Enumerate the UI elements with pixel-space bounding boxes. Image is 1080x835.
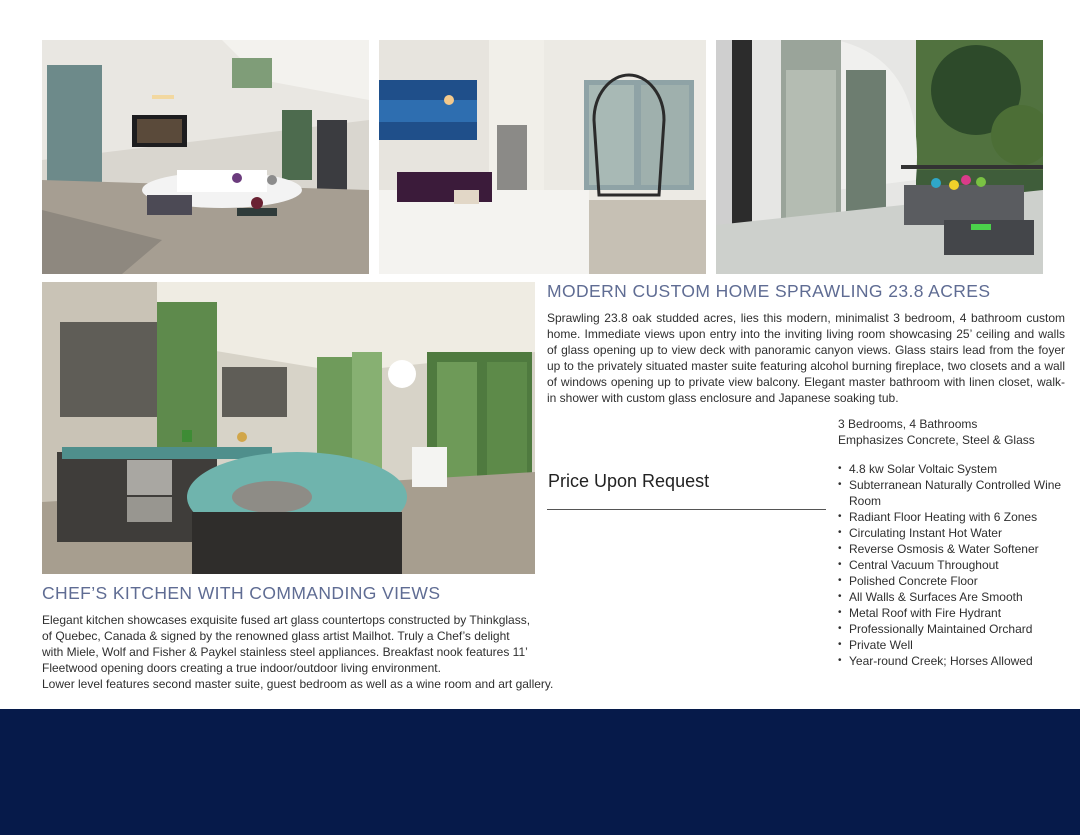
specs-block xyxy=(838,416,1035,448)
kitchen-description xyxy=(42,612,560,692)
feature-item: • Polished Concrete Floor xyxy=(838,573,1073,589)
feature-item: • Subterranean Naturally Controlled Wine Room xyxy=(838,477,1073,509)
feature-item: • 4.8 kw Solar Voltaic System xyxy=(838,461,1073,477)
kitchen-line: with Miele, Wolf and Fisher & Paykel stainless steel appliances. Breakfast nook features 11’ xyxy=(42,645,528,659)
feature-item: • Year-round Creek; Horses Allowed xyxy=(838,653,1073,669)
kitchen-line: Lower level features second master suite, guest bedroom as well as a wine room and art gallery. xyxy=(42,677,554,691)
price-label: Price Upon Request xyxy=(548,471,710,491)
feature-item: • Reverse Osmosis & Water Softener xyxy=(838,541,1073,557)
bedroom-photo xyxy=(379,40,706,274)
feature-item: • Radiant Floor Heating with 6 Zones xyxy=(838,509,1073,525)
view-deck-photo xyxy=(716,40,1043,274)
feature-item: • Circulating Instant Hot Water xyxy=(838,525,1073,541)
feature-item: • Private Well xyxy=(838,637,1073,653)
bed-bath-summary: 3 Bedrooms, 4 Bathrooms xyxy=(838,417,978,431)
kitchen-photo xyxy=(42,282,535,574)
kitchen-line: Fleetwood opening doors creating a true indoor/outdoor living environment. xyxy=(42,661,441,675)
living-room-photo xyxy=(42,40,369,274)
feature-item: • Metal Roof with Fire Hydrant xyxy=(838,605,1073,621)
footer-band xyxy=(0,709,1080,835)
features-list xyxy=(838,461,1073,669)
kitchen-heading: CHEF’S KITCHEN WITH COMMANDING VIEWS xyxy=(42,583,441,603)
feature-item: • All Walls & Surfaces Are Smooth xyxy=(838,589,1073,605)
kitchen-line: Elegant kitchen showcases exquisite fused art glass countertops constructed by Thinkglass, xyxy=(42,613,531,627)
property-heading: MODERN CUSTOM HOME SPRAWLING 23.8 ACRES xyxy=(547,281,991,301)
feature-item: • Central Vacuum Throughout xyxy=(838,557,1073,573)
feature-item: • Professionally Maintained Orchard xyxy=(838,621,1073,637)
price-divider xyxy=(547,509,826,510)
property-description: Sprawling 23.8 oak studded acres, lies this modern, minimalist 3 bedroom, 4 bathroom custom home. Immediate views upon entry into the inviting living room showcasing 25’ ceiling and walls of glass opening up to view deck with panoramic canyon views. Glass stairs lead from the foyer up to the privately situated master suite featuring alcohol burning fireplace, two closets and a wall of windows opening up to private view balcony. Elegant master bathroom with linen closet, walk-in shower with custom glass enclosure and Japanese soaking tub. xyxy=(547,311,1065,405)
materials-summary: Emphasizes Concrete, Steel & Glass xyxy=(838,433,1035,447)
kitchen-line: of Quebec, Canada & signed by the renowned glass artist Mailhot. Truly a Chef’s delight xyxy=(42,629,510,643)
